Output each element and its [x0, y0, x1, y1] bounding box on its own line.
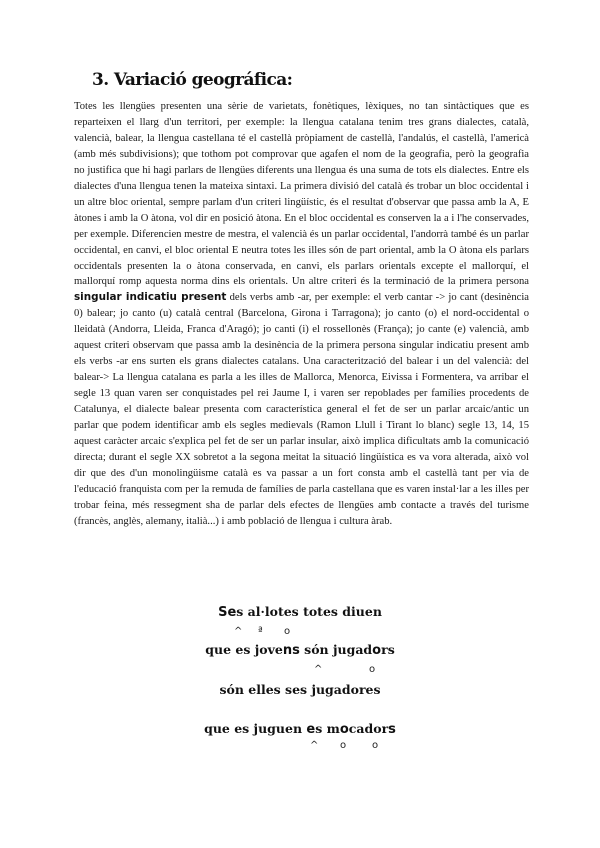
- verse-2-annotations: [0, 664, 600, 676]
- verse-1-mark-letter-e: e: [227, 605, 237, 620]
- verse-line-1: [0, 604, 600, 620]
- verse-1-text: s al·lotes totes diuen: [236, 604, 382, 619]
- annotation-caret: ^: [234, 626, 243, 637]
- emphasis-text: singular indicatiu present: [74, 291, 227, 304]
- annotation-circle: o: [372, 740, 379, 751]
- annotation-circle: o: [369, 664, 376, 675]
- annotation-caret: ^: [314, 664, 323, 675]
- body-paragraph: [74, 99, 529, 530]
- verse-2-mark-o: o: [372, 643, 382, 658]
- verse-1-annotations: [0, 626, 600, 638]
- annotation-circle: o: [284, 626, 291, 637]
- verse-4-annotations: [0, 740, 600, 752]
- verse-2-text-a: que es jove: [205, 642, 283, 657]
- verse-2-text-c: rs: [381, 642, 395, 657]
- annotation-ordinal: ª: [258, 626, 263, 637]
- body-text-part-1: Totes les llengües presenten una sèrie de varietats, fonètiques, lèxiques, no tan sintàctiques que es reparteixen el llarg d'un territori, per exemple: la llengua catalana tenim tres grans dialectes, català, valencià, balear, la llengua castellana té el castellà pròpiament de castellà, l'andalús, el castellà, l'americà (amb més subdivisions); que tothom pot comprovar que agafen el nom de la geografia, però la geografia no justifica que hi hagi parlars de llengües diferents una llengua és una suma de tots els dialectes. Entre els dialectes d'una llengua tenen la mateixa sintaxi. La primera divisió del català és trobar un bloc occidental i un altre bloc oriental, sempre parlam d'un criteri lingüístic, és el resultat d'observar que passa amb la A, E àtones i amb la O àtona, vol dir en posició àtona. En el bloc occidental es conserven la a i l'he conservades, per exemple. Diferencien mestre de mestra, el valencià és un parlar occidental, l'andorrà també és un parlar occidental, en canvi, el bloc oriental E neutra totes les illes són de part oriental, amb la O àtona els parlars occidentals presenten la o àtona conservada, en canvi, els parlars orientals excepte el mallorquí, el mallorquí romp aquesta norma dins els orientals. Un altre criteri és la terminació de la primera persona: [74, 101, 529, 288]
- verse-line-2: [0, 642, 600, 658]
- verse-4-mark-s: s: [388, 722, 396, 737]
- verse-4-text-c: cador: [348, 721, 389, 736]
- verse-2-text-b: són jugad: [299, 642, 373, 657]
- annotation-caret: ^: [310, 740, 319, 751]
- body-text-part-2: dels verbs amb -ar, per exemple: el verb cantar -> jo cant (desinència 0) balear; jo canto (u) català central (Barcelona, Girona i Tarragona); jo canto (o) el nord-occidental o lleidatà (Andorra, Lleida, Franca d'Aragó); jo canti (i) el rossellonès (França); jo cante (e) valencià, amb aquest criteri observam que passa amb la desinència de la primera persona singular indicatiu present amb els verbs -ar ens surten els grans dialectes catalans. Una caracterització del balear i un del valencià: del balear-> La llengua catalana es parla a les illes de Mallorca, Menorca, Eivissa i Formentera, va arribar el segle 13 quan varen ser conquistades pel rei Jaume I, i varen ser repoblades per famílies procedents de Catalunya, el dialecte balear presenta com característica general el fet de ser un parlar arcaic/antic un parlar que podem identificar amb els segles medievals (Ramon Llull i Tirant lo blanc) segle 13, 14, 15 aquest caràcter arcaic s'explica pel fet de ser un parlar insular, això implica dificultats amb la comunicació directa; durant el segle XX sobretot a la segona meitat la situació lingüística es va vora alterada, això vol dir que des d'un monolingüisme català es va passar a un fort consta amb el castellà tant per via de l'educació franquista com per la remuda de famílies de parla castellana que es varen instal·lar a les illes per trobar feina, més ressegment sha de parlar dels efectes de llengües amb contacte a través del turisme (francès, anglès, alemany, italià...) i amb població de llengua i cultura àrab.: [74, 292, 530, 527]
- verse-4-text-a: que es juguen: [204, 721, 307, 736]
- verse-line-3: són elles ses jugadores: [219, 682, 381, 697]
- verse-4-text-b: s m: [315, 721, 340, 736]
- verse-2-mark-ns: ns: [282, 643, 300, 658]
- verse-4-mark-e: e: [306, 722, 316, 737]
- annotation-circle: o: [340, 740, 347, 751]
- verse-line-4: [0, 721, 600, 737]
- verse-1-mark-letter-s: S: [218, 605, 228, 620]
- verse-4-mark-o: o: [339, 722, 349, 737]
- section-title: 3. Variació geográfica:: [92, 70, 293, 90]
